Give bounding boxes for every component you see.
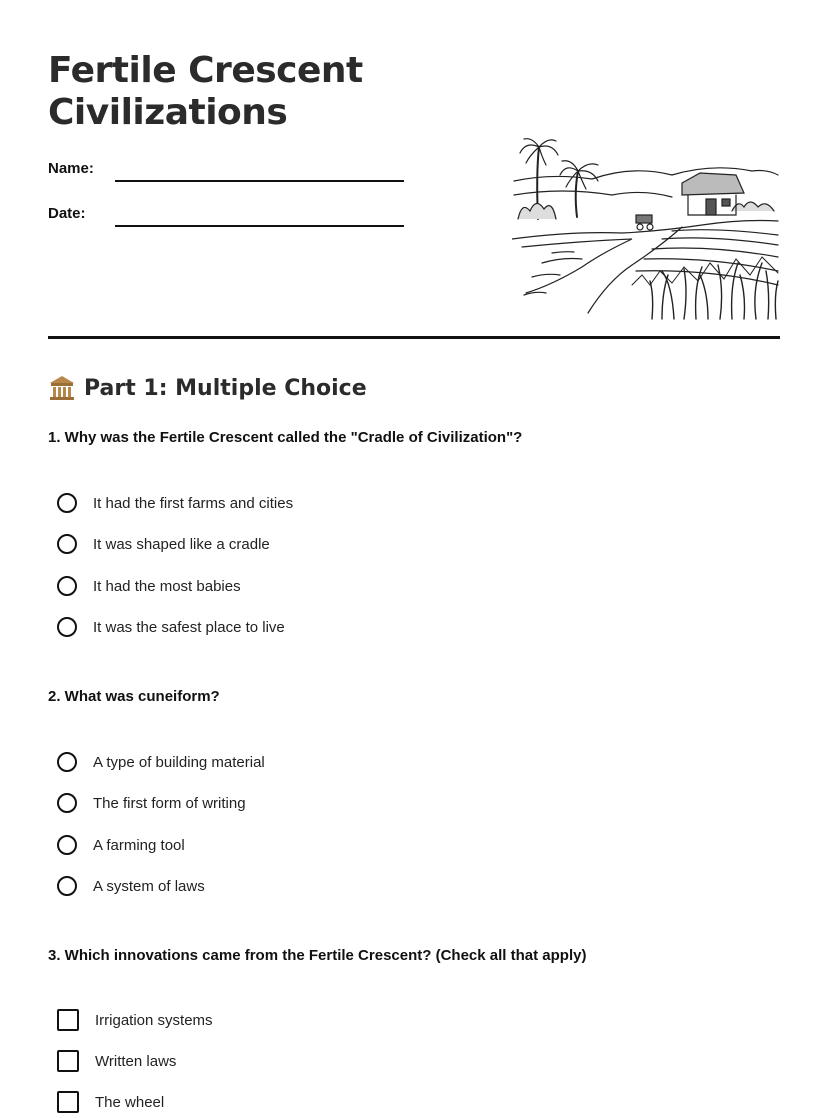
worksheet-title (48, 50, 363, 134)
checkbox[interactable] (57, 1091, 79, 1113)
checkbox[interactable] (57, 1009, 79, 1031)
radio-button[interactable] (57, 534, 77, 554)
option-label: The first form of writing (93, 794, 246, 812)
option-label: It had the first farms and cities (93, 494, 294, 512)
question-1: 1. Why was the Fertile Crescent called the "Cradle of Civilization"? (48, 429, 523, 446)
date-field[interactable] (48, 205, 408, 235)
q2-option-2[interactable] (57, 790, 246, 816)
q1-option-1[interactable] (57, 490, 293, 516)
part1-title (48, 374, 367, 402)
option-label: A type of building material (93, 753, 265, 771)
option-label: Written laws (95, 1052, 177, 1070)
question-2: 2. What was cuneiform? (48, 688, 220, 705)
q3-option-1[interactable] (57, 1007, 213, 1033)
q2-option-1[interactable] (57, 749, 265, 775)
name-blank-line[interactable] (115, 180, 404, 182)
name-field[interactable] (48, 160, 408, 190)
radio-button[interactable] (57, 752, 77, 772)
option-label: The wheel (95, 1093, 165, 1111)
q1-option-4[interactable] (57, 614, 285, 640)
q2-option-4[interactable] (57, 873, 205, 899)
radio-button[interactable] (57, 793, 77, 813)
classical-building-icon (48, 374, 76, 402)
option-label: It was the safest place to live (93, 618, 285, 636)
q1-option-2[interactable] (57, 531, 270, 557)
part1-title-text: Part 1: Multiple Choice (84, 375, 367, 401)
option-label: Irrigation systems (95, 1011, 213, 1029)
q1-option-3[interactable] (57, 573, 241, 599)
date-label: Date: (48, 205, 86, 222)
date-blank-line[interactable] (115, 225, 404, 227)
question-3: 3. Which innovations came from the Fertile Crescent? (Check all that apply) (48, 947, 587, 964)
radio-button[interactable] (57, 576, 77, 596)
name-label: Name: (48, 160, 94, 177)
section-divider (48, 336, 780, 339)
radio-button[interactable] (57, 493, 77, 513)
title-line-1: Fertile Crescent (48, 50, 363, 91)
q3-option-3[interactable] (57, 1089, 164, 1115)
river-farm-landscape-illustration (512, 135, 780, 321)
radio-button[interactable] (57, 617, 77, 637)
q3-option-2[interactable] (57, 1048, 176, 1074)
option-label: It was shaped like a cradle (93, 535, 270, 553)
title-line-2: Civilizations (48, 92, 288, 133)
option-label: A farming tool (93, 836, 185, 854)
q2-option-3[interactable] (57, 832, 185, 858)
option-label: A system of laws (93, 877, 205, 895)
radio-button[interactable] (57, 835, 77, 855)
checkbox[interactable] (57, 1050, 79, 1072)
option-label: It had the most babies (93, 577, 241, 595)
radio-button[interactable] (57, 876, 77, 896)
